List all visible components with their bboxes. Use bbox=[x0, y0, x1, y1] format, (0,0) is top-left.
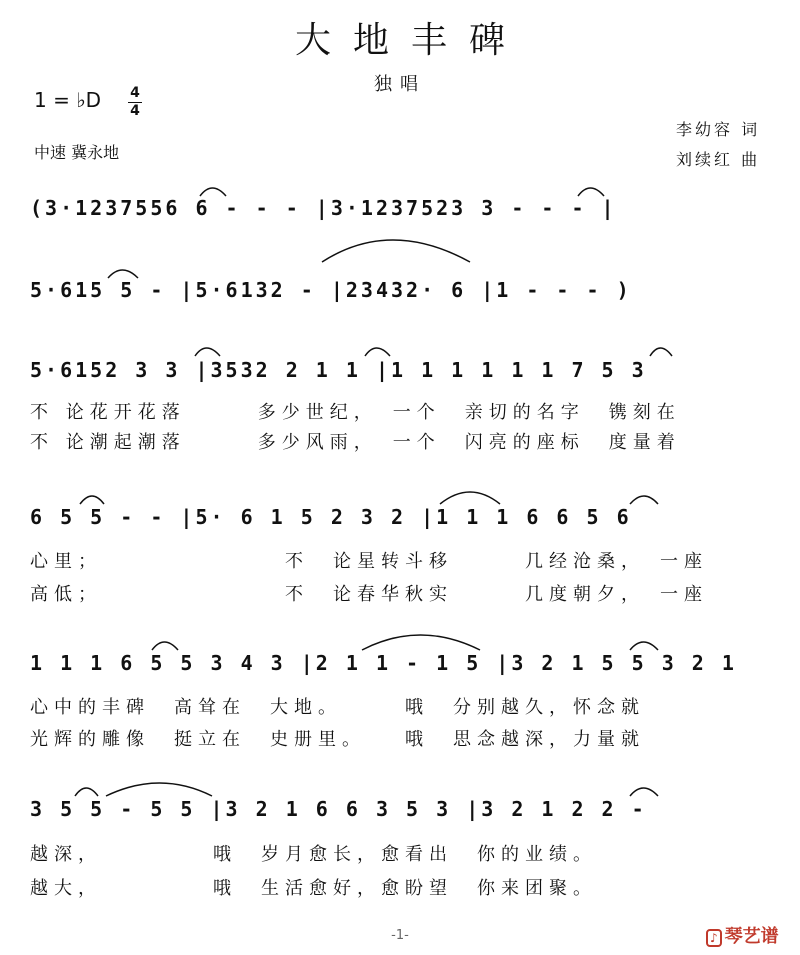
lyrics-verse1-line6: 越深， 哦 岁月愈长，愈看出 你的业绩。 bbox=[30, 844, 597, 865]
slur bbox=[578, 188, 604, 196]
slur bbox=[362, 635, 480, 650]
slur bbox=[322, 240, 470, 262]
score-line-1: (3·1237556 6 - - - |3·1237523 3 - - - | bbox=[30, 196, 617, 220]
score-line-5: 1 1 1 6 5 5 3 4 3 |2 1 1 - 1 5 |3 2 1 5 5 3 2 1 bbox=[30, 651, 737, 675]
site-watermark bbox=[706, 922, 779, 948]
slur bbox=[108, 270, 138, 278]
lyrics-verse1-line3: 不 论花开花落 多少世纪， 一个 亲切的名字 镌刻在 bbox=[30, 402, 681, 423]
lyrics-verse2-line4: 高低； 不 论春华秋实 几度朝夕， 一座 bbox=[30, 584, 708, 605]
slur bbox=[630, 496, 658, 504]
page-number: -1- bbox=[391, 928, 409, 943]
score-line-3: 5·6152 3 3 |3532 2 1 1 |1 1 1 1 1 1 7 5 3 bbox=[30, 358, 647, 382]
slur bbox=[650, 348, 672, 356]
tempo-marking: 中速 冀永地 bbox=[34, 143, 120, 162]
music-logo-icon: ♪ bbox=[706, 929, 722, 947]
score-line-4: 6 5 5 - - |5· 6 1 5 2 3 2 |1 1 1 6 6 5 6 bbox=[30, 505, 632, 529]
meter-top: 4 bbox=[130, 85, 140, 101]
time-signature bbox=[128, 86, 142, 119]
composer-credit: 刘续红 曲 bbox=[676, 150, 761, 169]
slur bbox=[80, 496, 104, 504]
lyrics-verse2-line3: 不 论潮起潮落 多少风雨， 一个 闪亮的座标 度量着 bbox=[30, 432, 681, 453]
slur bbox=[365, 348, 390, 356]
lyrics-verse1-line4: 心里； 不 论星转斗移 几经沧桑， 一座 bbox=[30, 551, 708, 572]
slur bbox=[440, 492, 500, 504]
slur bbox=[195, 348, 220, 356]
lyrics-verse2-line6: 越大， 哦 生活愈好，愈盼望 你来团聚。 bbox=[30, 878, 597, 899]
song-subtitle: 独唱 bbox=[374, 74, 426, 95]
song-title: 大地丰碑 bbox=[294, 20, 527, 61]
slur bbox=[152, 642, 178, 650]
lyrics-verse2-line5: 光辉的雕像 挺立在 史册里。 哦 思念越深，力量就 bbox=[30, 729, 645, 750]
slur bbox=[630, 788, 658, 796]
meter-bottom: 4 bbox=[130, 103, 140, 119]
slur bbox=[106, 783, 212, 796]
slur bbox=[75, 788, 98, 796]
slur bbox=[200, 188, 226, 196]
key-signature: 1 = ♭D bbox=[34, 88, 102, 112]
slur bbox=[630, 642, 658, 650]
lyrics-verse1-line5: 心中的丰碑 高耸在 大地。 哦 分别越久，怀念就 bbox=[30, 697, 645, 718]
lyricist-credit: 李幼容 词 bbox=[676, 120, 761, 139]
score-line-2: 5·615 5 - |5·6132 - |23432· 6 |1 - - - ) bbox=[30, 278, 632, 302]
score-line-6: 3 5 5 - 5 5 |3 2 1 6 6 3 5 3 |3 2 1 2 2 - bbox=[30, 797, 647, 821]
watermark-text: 琴艺谱 bbox=[724, 926, 779, 947]
